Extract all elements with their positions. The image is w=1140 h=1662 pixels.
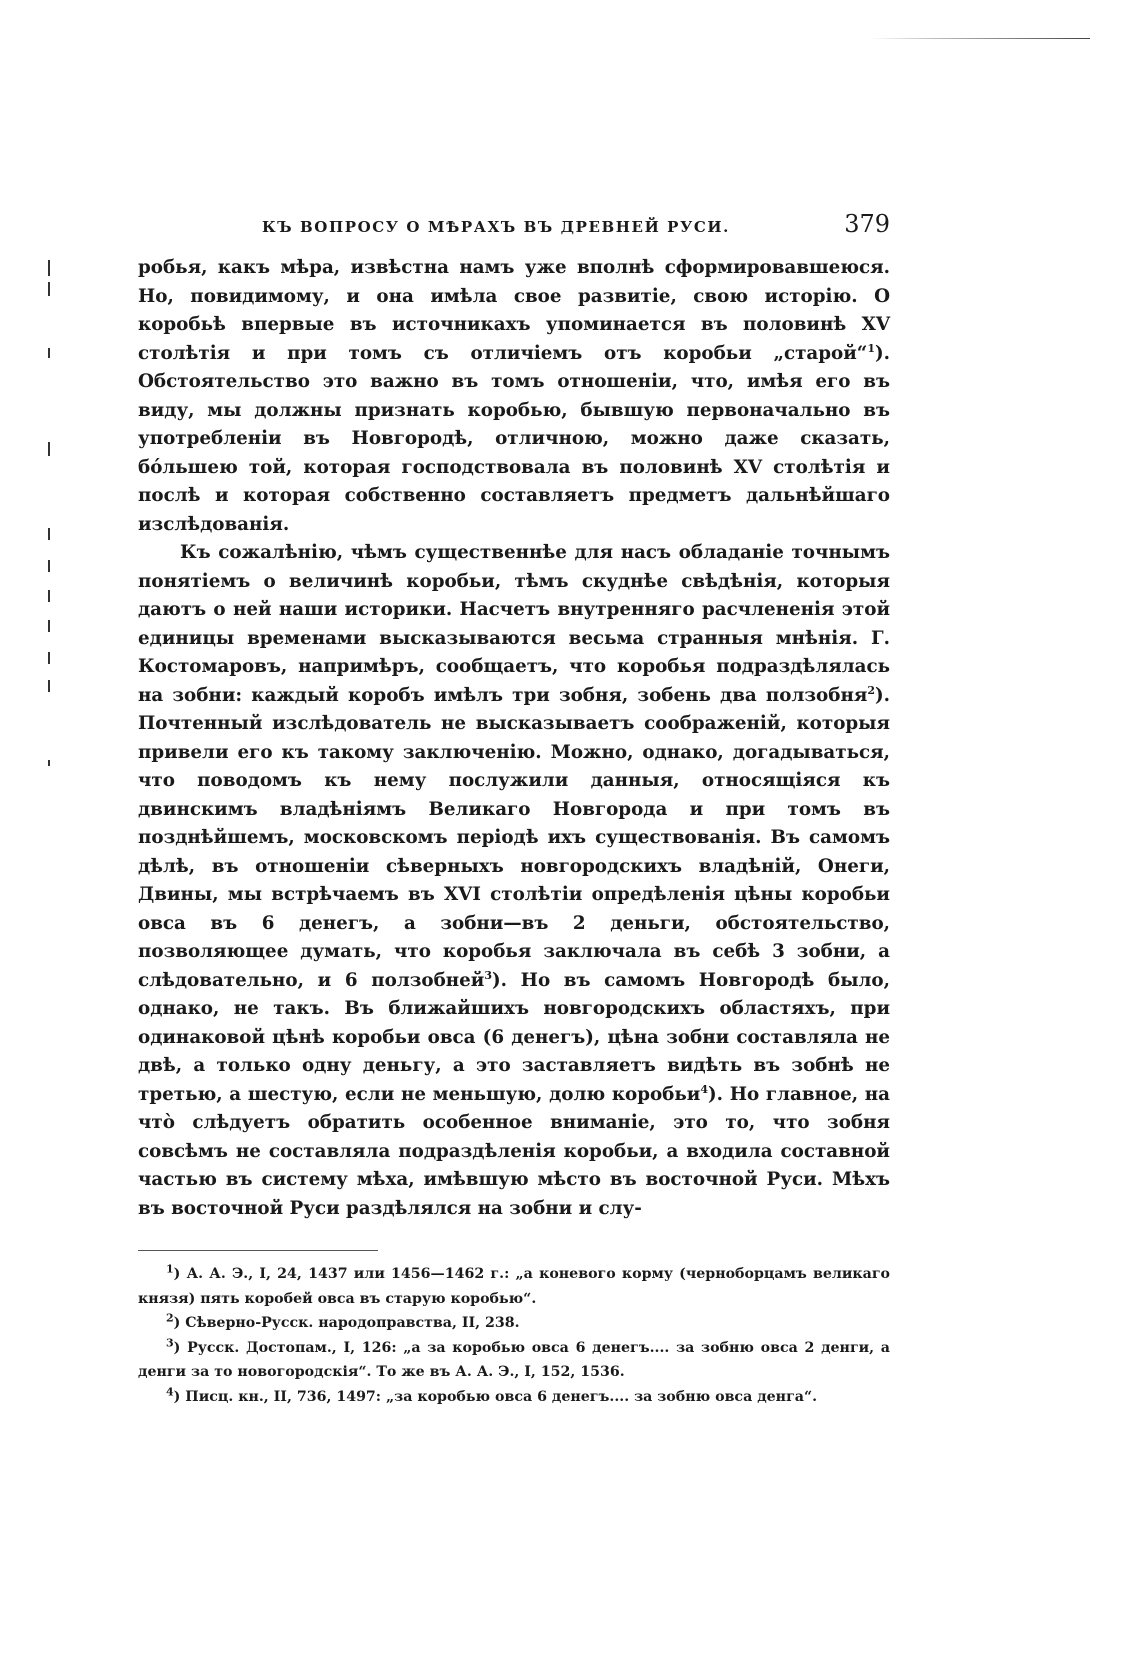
- footnote-1-mark: 1: [166, 1262, 174, 1276]
- page-header: [138, 210, 890, 240]
- footnote-1-text: ) А. А. Э., I, 24, 1437 или 1456—1462 г.: „а коневого корму (черноборцамъ великаго князя) пять коробей овса въ старую коробью“.: [138, 1266, 890, 1307]
- footnotes: [138, 1262, 890, 1409]
- paragraph-2-part-2: ). Почтенный изслѣдователь не высказываетъ соображеній, которыя привели его къ такому заключенію. Можно, однако, догадываться, что поводомъ къ нему послужили данныя, относящіяся къ двинскимъ владѣніямъ Великаго Новгорода и при томъ въ позднѣйшемъ, московскомъ періодѣ ихъ существованія. Въ самомъ дѣлѣ, въ отношеніи сѣверныхъ новгородскихъ владѣній, Онеги, Двины, мы встрѣчаемъ въ XVI столѣтіи опредѣленія цѣны коробьи овса въ 6 денегъ, а зобни—въ 2 деньги, обстоятельство, позволяющее думать, что коробья заключала въ себѣ 3 зобни, а слѣдовательно, и 6 ползобней: [138, 684, 890, 991]
- paragraph-1-part-1: робья, какъ мѣра, извѣстна намъ уже вполнѣ сформировавшеюся. Но, повидимому, и она имѣла свое развитіе, свою исторію. О коробьѣ впервые въ источникахъ упоминается въ половинѣ XV столѣтія и при томъ съ отличіемъ отъ коробьи „старой“: [138, 257, 890, 364]
- footnote-4: [138, 1385, 890, 1410]
- paragraph-1: [138, 254, 890, 539]
- footnote-2-mark: 2: [166, 1311, 174, 1325]
- footnote-ref-1: 1: [867, 341, 875, 355]
- footnote-3-mark: 3: [166, 1335, 174, 1349]
- running-head: КЪ ВОПРОСУ О МѢРАХЪ ВЪ ДРЕВНЕЙ РУСИ.: [262, 218, 730, 236]
- footnote-separator: [138, 1250, 378, 1251]
- footnote-3: [138, 1336, 890, 1385]
- footnote-1: [138, 1262, 890, 1311]
- footnote-ref-4: 4: [700, 1082, 709, 1096]
- body-text: [138, 254, 890, 1223]
- footnote-2: [138, 1311, 890, 1336]
- paragraph-2-part-3: ). Но въ самомъ Новгородѣ было, однако, не такъ. Въ ближайшихъ новгородскихъ областяхъ, при одинаковой цѣнѣ коробьи овса (6 денегъ), цѣна зобни составляла не двѣ, а только одну деньгу, а это заставляетъ видѣть въ зобнѣ не третью, а шестую, если не меньшую, долю коробьи: [138, 969, 890, 1105]
- paragraph-2: [138, 539, 890, 1223]
- footnote-3-text: ) Русск. Достопам., I, 126: „а за коробью овса 6 денегъ.... за зобню овса 2 денги, а денги за то новогородскія“. То же въ А. А. Э., I, 152, 1536.: [138, 1339, 890, 1380]
- margin-marks: [44, 260, 58, 820]
- footnote-4-text: ) Писц. кн., II, 736, 1497: „за коробью овса 6 денегъ.... за зобню овса денга“.: [173, 1388, 818, 1405]
- paragraph-2-part-1: Къ сожалѣнію, чѣмъ существеннѣе для насъ обладаніе точнымъ понятіемъ о величинѣ коробьи, тѣмъ скуднѣе свѣдѣнія, которыя даютъ о ней наши историки. Насчетъ внутренняго расчлененія этой единицы временами высказываются весьма странныя мнѣнія. Г. Костомаровъ, напримѣръ, сообщаетъ, что коробья подраздѣлялась на зобни: каждый коробъ имѣлъ три зобня, зобень два ползобня: [138, 542, 890, 706]
- footnote-ref-2: 2: [867, 683, 875, 697]
- scan-edge-line: [870, 38, 1090, 39]
- page-number: 379: [844, 210, 890, 238]
- paragraph-2-part-4: ). Но главное, на что̀ слѣдуетъ обратить особенное вниманіе, это то, что зобня совсѣмъ не составляла подраздѣленія коробьи, а входила составной частью въ систему мѣха, имѣвшую мѣсто въ восточной Руси. Мѣхъ въ восточной Руси раздѣлялся на зобни и слу-: [138, 1083, 891, 1219]
- footnote-4-mark: 4: [166, 1384, 174, 1398]
- paragraph-1-part-2: ). Обстоятельство это важно въ томъ отношеніи, что, имѣя его въ виду, мы должны признать коробью, бывшую первоначально въ употребленіи въ Новгородѣ, отличною, можно даже сказать, бо́льшею той, которая господствовала въ половинѣ XV столѣтія и послѣ и которая собственно составляетъ предметъ дальнѣйшаго изслѣдованія.: [138, 342, 890, 535]
- footnote-ref-3: 3: [484, 968, 492, 982]
- footnote-2-text: ) Сѣверно-Русск. народоправства, II, 238.: [173, 1315, 520, 1331]
